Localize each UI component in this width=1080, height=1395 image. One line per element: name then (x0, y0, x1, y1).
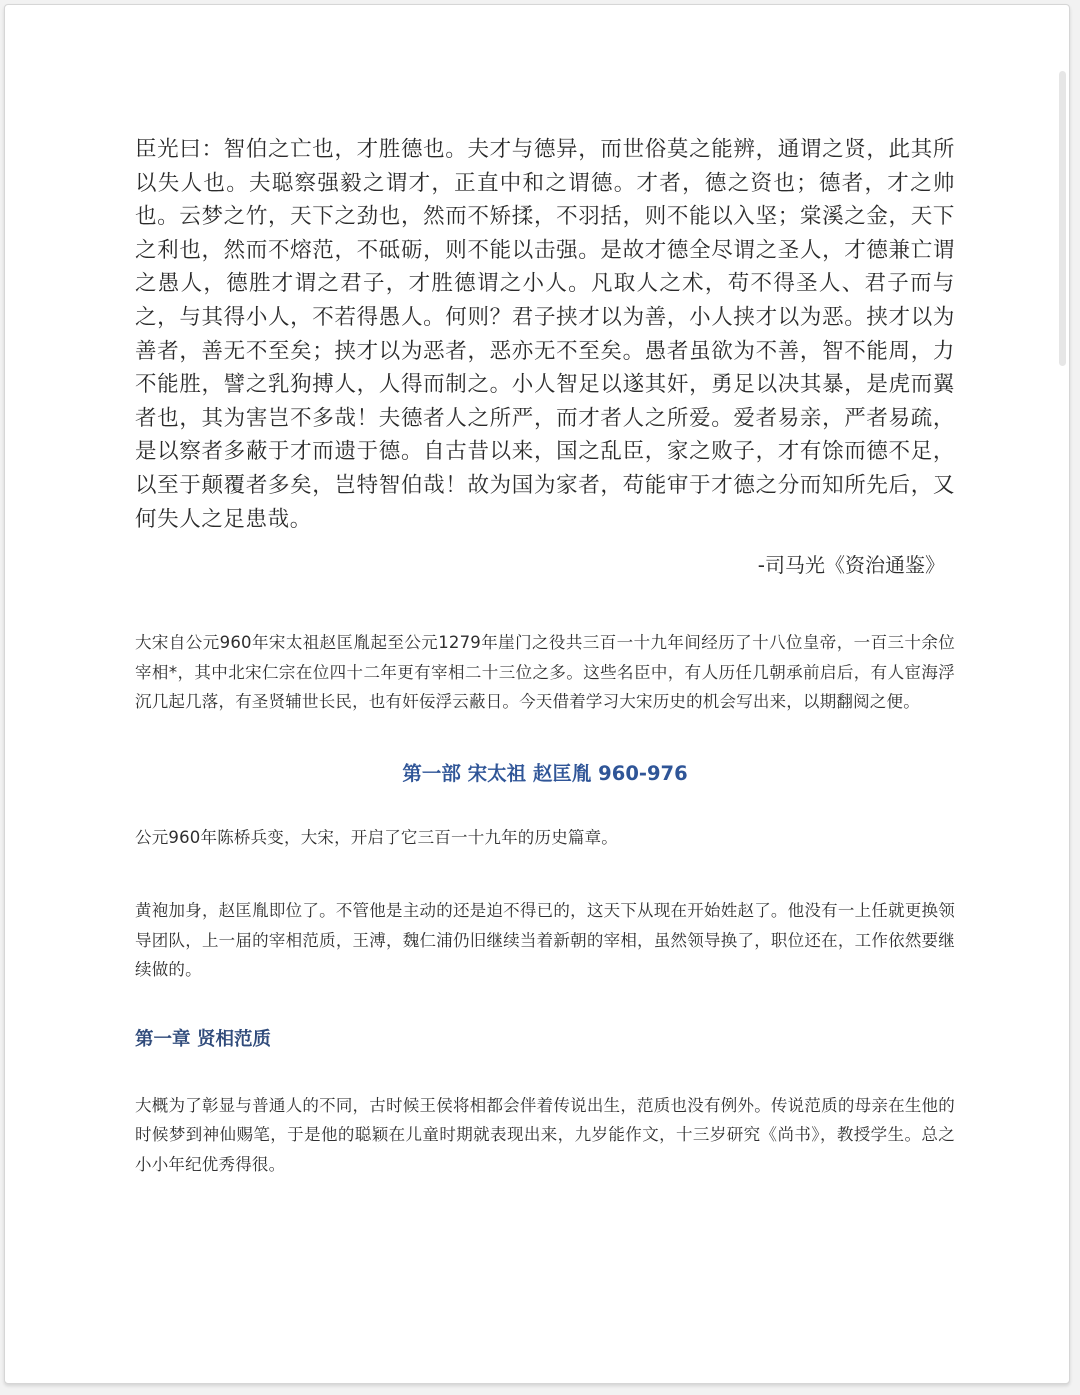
paragraph-chenqiao: 公元960年陈桥兵变，大宋，开启了它三百一十九年的历史篇章。 (135, 827, 618, 847)
paragraph-fanzhi: 大概为了彰显与普通人的不同，古时候王侯将相都会伴着传说出生，范质也没有例外。传说范质的母亲在生他的时候梦到神仙赐笔，于是他的聪颖在儿童时期就表现出来，九岁能作文，十三岁研究《尚书》，教授学生。总之小小年纪优秀得很。 (135, 1095, 955, 1174)
paragraph-huangpao: 黄袍加身，赵匡胤即位了。不管他是主动的还是迫不得已的，这天下从现在开始姓赵了。他没有一上任就更换领导团队，上一届的宰相范质，王溥，魏仁浦仍旧继续当着新朝的宰相，虽然领导换了，职位还在，工作依然要继续做的。 (135, 901, 955, 980)
intro-paragraph: 大宋自公元960年宋太祖赵匡胤起至公元1279年崖门之役共三百一十九年间经历了十八位皇帝，一百三十余位宰相*，其中北宋仁宗在位四十二年更有宰相二十三位之多。这些名臣中，有人历任几朝承前启后，有人宦海浮沉几起几落，有圣贤辅世长民，也有奸佞浮云蔽日。今天借着学习大宋历史的机会写出来，以期翻阅之便。 (135, 633, 955, 712)
document-page (4, 4, 1070, 1384)
quote-paragraph: 臣光曰：智伯之亡也，才胜德也。夫才与德异，而世俗莫之能辨，通谓之贤，此其所以失人也。夫聪察强毅之谓才，正直中和之谓德。才者，德之资也；德者，才之帅也。云梦之竹，天下之劲也，然而不矫揉，不羽括，则不能以入坚；棠溪之金，天下之利也，然而不熔范，不砥砺，则不能以击强。是故才德全尽谓之圣人，才德兼亡谓之愚人，德胜才谓之君子，才胜德谓之小人。凡取人之术，苟不得圣人、君子而与之，与其得小人，不若得愚人。何则？君子挟才以为善，小人挟才以为恶。挟才以为善者，善无不至矣；挟才以为恶者，恶亦无不至矣。愚者虽欲为不善，智不能周，力不能胜，譬之乳狗搏人，人得而制之。小人智足以遂其奸，勇足以决其暴，是虎而翼者也，其为害岂不多哉！夫德者人之所严，而才者人之所爱。爱者易亲，严者易疏，是以察者多蔽于才而遗于德。自古昔以来，国之乱臣，家之败子，才有馀而德不足，以至于颠覆者多矣，岂特智伯哉！故为国为家者，苟能审于才德之分而知所先后，又何失人之足患哉。 (135, 137, 955, 532)
quote-attribution: -司马光《资治通鉴》 (757, 553, 945, 578)
vertical-scrollbar[interactable] (1055, 5, 1069, 1385)
chapter-heading: 第一章 贤相范质 (135, 1028, 271, 1050)
scrollbar-thumb[interactable] (1059, 71, 1066, 366)
document-body (135, 133, 955, 1179)
part-heading: 第一部 宋太祖 赵匡胤 960-976 (402, 761, 688, 785)
